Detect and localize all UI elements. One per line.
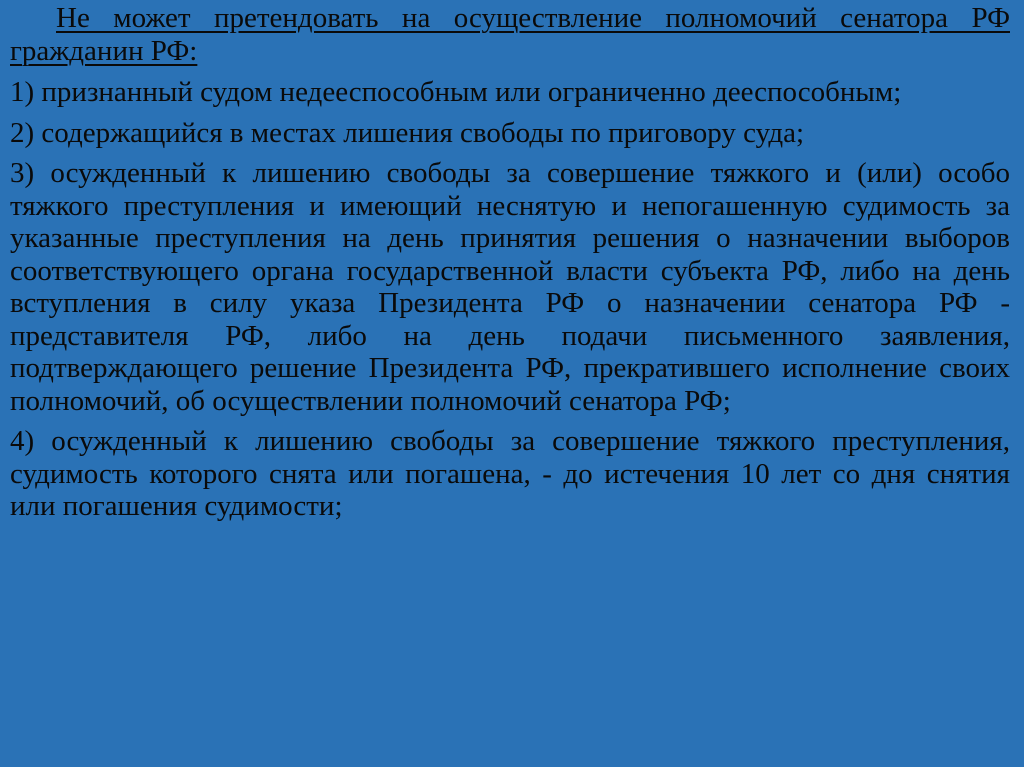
list-item-2: 2) содержащийся в местах лишения свободы по приговору суда; [10, 116, 805, 149]
list-item-4: 4) осужденный к лишению свободы за совершение тяжкого преступления, судимость которого снята или погашена, - до истечения 10 лет со дня снятия или погашения судимости; [10, 425, 1010, 522]
slide-heading: Не может претендовать на осуществление полномочий сенатора РФ гражданин РФ: [10, 2, 1010, 67]
list-item-1: 1) признанный судом недееспособным или ограниченно дееспособным; [10, 76, 902, 108]
list-item-3: 3) осужденный к лишению свободы за совершение тяжкого и (или) особо тяжкого преступления и имеющий неснятую и непогашенную судимость за указанные преступления на день принятия решения о назначении выборов соответствующего органа государственной власти субъекта РФ, либо на день вступления в силу указа Президента РФ о назначении сенатора РФ - представителя РФ, либо на день подачи письменного заявления, подтверждающего решение Президента РФ, прекратившего исполнение своих полномочий, об осуществлении полномочий сенатора РФ; [10, 157, 1010, 417]
